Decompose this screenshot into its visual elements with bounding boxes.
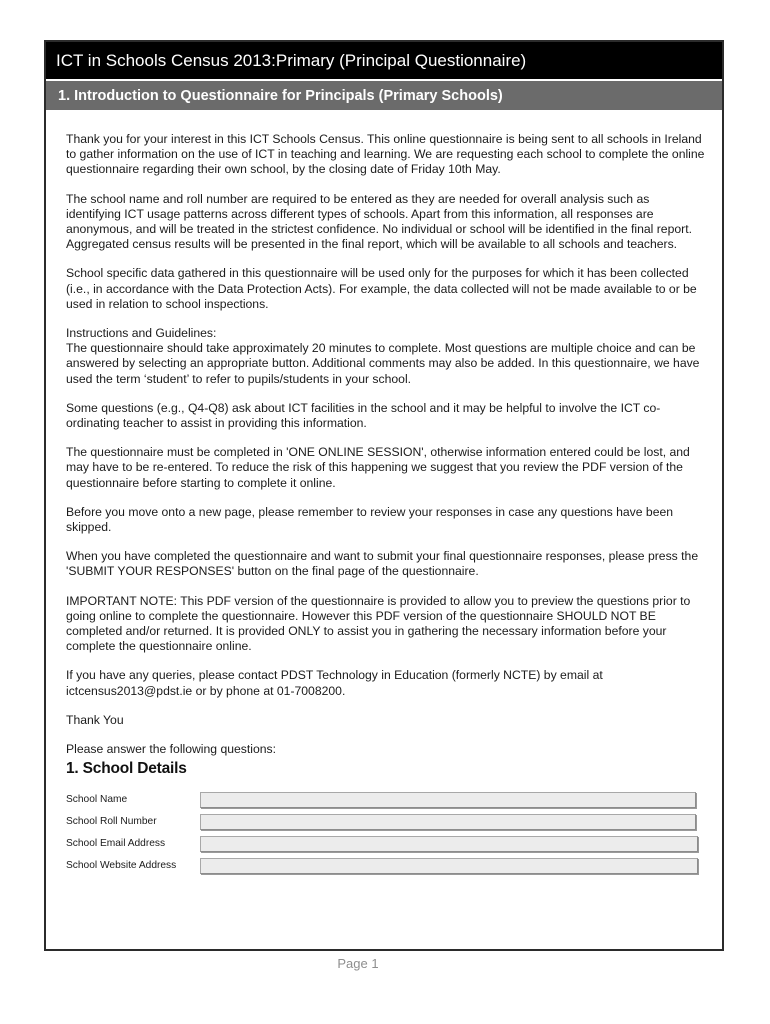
- field-row-school-email-address: [66, 836, 711, 852]
- school-name-input[interactable]: [200, 792, 696, 808]
- please-answer-line: Please answer the following questions:: [66, 742, 277, 757]
- page-number-label: Page 1: [337, 956, 379, 971]
- document-title-bar: [46, 42, 722, 79]
- field-row-school-roll-number: [66, 814, 711, 830]
- instructions-paragraph: The questionnaire should take approximately 20 minutes to complete. Most questions are multiple choice and can be answered by selecting an appropriate button. Additional comments may also be added. In this questionnaire, we have used the term ‘student’ to refer to pupils/students in your school.: [66, 341, 700, 386]
- thank-you-line: Thank You: [66, 712, 124, 727]
- school-email-address-input[interactable]: [200, 836, 698, 852]
- review-responses-paragraph: Before you move onto a new page, please remember to review your responses in case any questions have been skipped.: [66, 504, 674, 535]
- questionnaire-page-sheet: [44, 40, 724, 951]
- instructions-heading: Instructions and Guidelines:: [66, 326, 217, 341]
- school-email-address-label: School Email Address: [66, 838, 166, 849]
- school-details-heading: 1. School Details: [66, 760, 187, 777]
- intro-paragraph-2: The school name and roll number are required to be entered as they are needed for overall analysis such as identifying ICT usage patterns across different types of schools. Apart from this information, all responses are anonymous, and will be treated in the strictest confidence. No individual or school will be identified in the final report. Aggregated census results will be presented in the final report, which will be available to all schools and teachers.: [66, 191, 692, 252]
- section-header-bar: [46, 81, 722, 110]
- ict-facilities-paragraph: Some questions (e.g., Q4-Q8) ask about ICT facilities in the school and it may be helpful to involve the ICT co-ordinating teacher to assist in providing this information.: [66, 400, 661, 431]
- school-roll-number-label: School Roll Number: [66, 816, 157, 827]
- school-website-address-label: School Website Address: [66, 860, 177, 871]
- contact-paragraph: If you have any queries, please contact PDST Technology in Education (formerly NCTE) by email at ictcensus2013@pdst.ie or by phone at 01-7008200.: [66, 668, 603, 698]
- school-website-address-input[interactable]: [200, 858, 698, 874]
- school-details-section: [66, 760, 711, 880]
- page-footer: [0, 955, 770, 973]
- intro-paragraph-3: School specific data gathered in this questionnaire will be used only for the purposes for which it has been collected (i.e., in accordance with the Data Protection Acts). For example, the data collected will not be made available to or be used in relation to school inspections.: [66, 266, 697, 311]
- field-row-school-name: [66, 792, 711, 808]
- section-title: 1. Introduction to Questionnaire for Principals (Primary Schools): [58, 87, 503, 104]
- important-note-paragraph: IMPORTANT NOTE: This PDF version of the questionnaire is provided to allow you to preview the questions prior to going online to complete the questionnaire. However this PDF version of the questionnaire SHOULD NOT BE completed and/or returned. It is provided ONLY to assist you in gathering the necessary information before your complete the questionnaire online.: [66, 593, 691, 654]
- introduction-text-block: [66, 132, 706, 771]
- field-row-school-website-address: [66, 858, 711, 874]
- page-title: ICT in Schools Census 2013:Primary (Principal Questionnaire): [56, 50, 527, 70]
- intro-paragraph-1: Thank you for your interest in this ICT Schools Census. This online questionnaire is being sent to all schools in Ireland to gather information on the use of ICT in teaching and learning. We are requesting each school to complete the online questionnaire regarding their own school, by the closing date of Friday 10th May.: [66, 132, 705, 177]
- one-online-session-paragraph: The questionnaire must be completed in 'ONE ONLINE SESSION', otherwise information entered could be lost, and may have to be re-entered. To reduce the risk of this happening we suggest that you review the PDF version of the questionnaire before starting to complete it online.: [66, 445, 690, 490]
- school-roll-number-input[interactable]: [200, 814, 696, 830]
- school-name-label: School Name: [66, 794, 128, 805]
- submit-responses-paragraph: When you have completed the questionnaire and want to submit your final questionnaire responses, please press the 'SUBMIT YOUR RESPONSES' button on the final page of the questionnaire.: [66, 549, 699, 579]
